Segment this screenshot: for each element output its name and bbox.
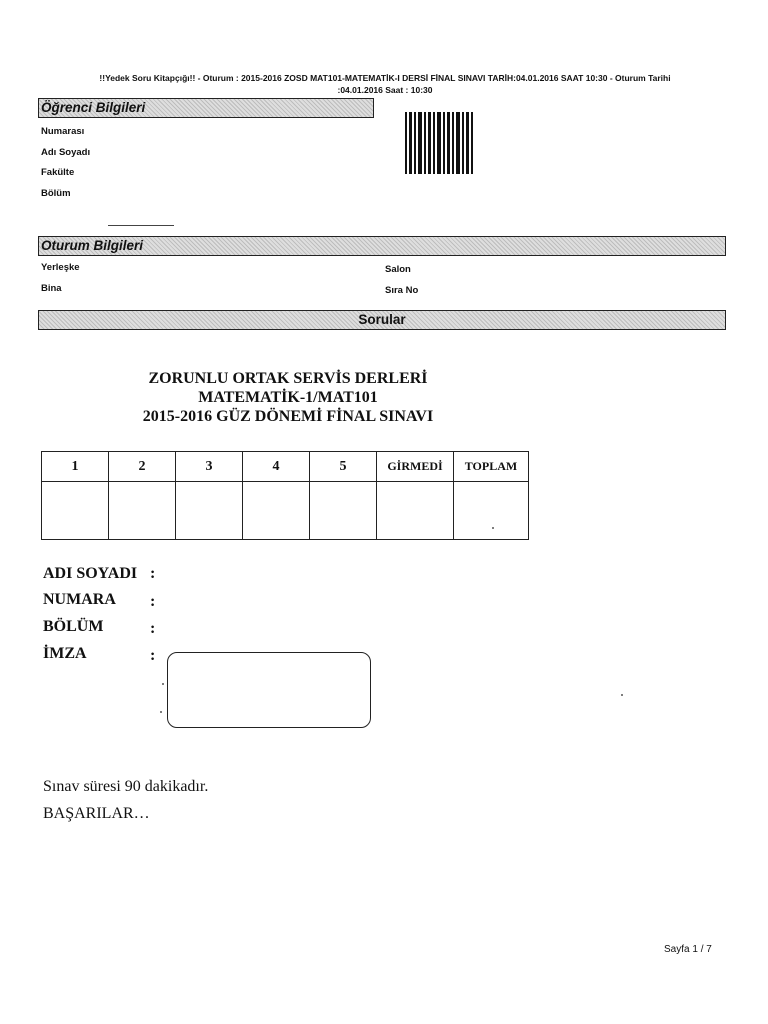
student-info-title: Öğrenci Bilgileri: [41, 100, 146, 115]
header-line-2: :04.01.2016 Saat : 10:30: [337, 85, 433, 95]
field-campus: Yerleşke: [41, 262, 80, 273]
label-department: BÖLÜM: [43, 618, 104, 635]
questions-title: Sorular: [358, 312, 406, 327]
label-number: NUMARA: [43, 591, 116, 608]
score-cell-q3: [176, 482, 243, 540]
session-info-title: Oturum Bilgileri: [41, 238, 144, 253]
exam-title-line-3: 2015-2016 GÜZ DÖNEMİ FİNAL SINAVI: [142, 408, 434, 425]
underline-divider: [108, 225, 174, 226]
good-luck-text: BAŞARILAR…: [43, 805, 150, 822]
colon-department: :: [150, 620, 156, 637]
score-header-q1: 1: [42, 452, 109, 482]
field-student-name: Adı Soyadı: [41, 147, 91, 158]
field-department: Bölüm: [41, 188, 71, 199]
score-cell-total: [454, 482, 529, 540]
exam-title-line-2: MATEMATİK-1/MAT101: [198, 389, 378, 406]
barcode: [405, 112, 473, 174]
scan-speck: [492, 527, 494, 529]
score-header-q4: 4: [243, 452, 310, 482]
signature-box[interactable]: [167, 652, 371, 728]
header-line-1: !!Yedek Soru Kitapçığı!! - Oturum : 2015-2016 ZOSD MAT101-MATEMATİK-I DERSİ FİNAL SINAVI TARİH:04.01.2016 SAAT 10:30 - Oturum Tarihi: [99, 73, 671, 83]
field-seat-number: Sıra No: [385, 285, 419, 296]
questions-bar: [38, 310, 726, 330]
exam-title-line-1: ZORUNLU ORTAK SERVİS DERLERİ: [148, 370, 428, 387]
field-faculty: Fakülte: [41, 167, 75, 178]
score-header-q5: 5: [310, 452, 377, 482]
session-info-bar: [38, 236, 726, 256]
score-cell-q2: [109, 482, 176, 540]
colon-name: :: [150, 565, 156, 582]
score-cell-absent: [377, 482, 454, 540]
score-cell-q1: [42, 482, 109, 540]
score-header-absent: GİRMEDİ: [377, 452, 454, 482]
exam-duration-text: Sınav süresi 90 dakikadır.: [43, 778, 209, 795]
colon-signature: :: [150, 647, 156, 664]
score-table-header-row: [42, 452, 529, 482]
field-student-number: Numarası: [41, 126, 85, 137]
score-cell-q5: [310, 482, 377, 540]
score-header-q3: 3: [176, 452, 243, 482]
label-signature: İMZA: [43, 645, 87, 662]
colon-number: :: [150, 593, 156, 610]
scan-speck: [162, 683, 164, 685]
label-name: ADI SOYADI: [43, 565, 138, 582]
field-room: Salon: [385, 264, 411, 275]
score-cell-q4: [243, 482, 310, 540]
scan-speck: [621, 694, 623, 696]
score-header-total: TOPLAM: [454, 452, 529, 482]
page-number: Sayfa 1 / 7: [664, 944, 712, 955]
score-header-q2: 2: [109, 452, 176, 482]
scan-speck: [160, 711, 162, 713]
score-table-row: [42, 482, 529, 540]
score-table: [41, 451, 529, 540]
field-building: Bina: [41, 283, 62, 294]
student-info-bar: [38, 98, 374, 118]
